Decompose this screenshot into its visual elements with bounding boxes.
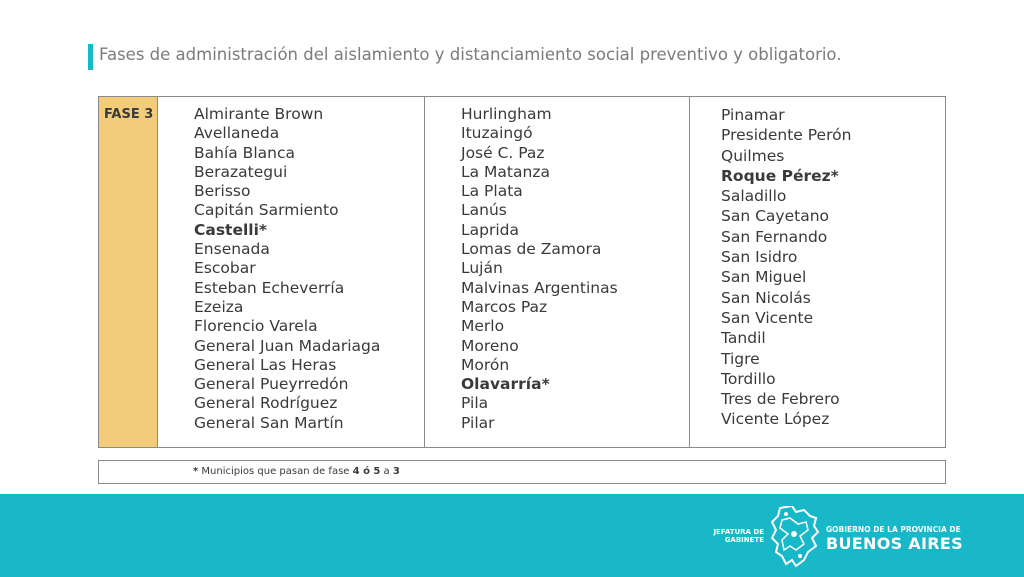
page-title: Fases de administración del aislamiento y distanciamiento social preventivo y obligatorio. (99, 45, 842, 64)
phase-cell (99, 97, 158, 447)
municipality-item: Saladillo (721, 187, 787, 206)
municipality-item: Marcos Paz (461, 297, 548, 316)
municipality-item: Vicente López (721, 410, 830, 429)
municipality-item: Esteban Echeverría (194, 278, 345, 297)
municipality-item: San Fernando (721, 227, 828, 246)
municipality-item: Berazategui (194, 162, 288, 181)
municipality-item: General Las Heras (194, 355, 337, 374)
municipality-item: Morón (461, 355, 510, 374)
municipality-item: Avellaneda (194, 124, 280, 143)
jefatura-label (712, 528, 764, 544)
municipality-item: Tordillo (721, 369, 776, 388)
municipality-item: San Cayetano (721, 207, 830, 226)
municipality-item: San Miguel (721, 268, 807, 287)
municipality-item: General Juan Madariaga (194, 336, 381, 355)
municipality-item: La Plata (461, 182, 523, 201)
footnote-to-phase: 3 (392, 466, 400, 477)
footer-band (0, 494, 1024, 577)
jefatura-line-2: GABINETE (724, 536, 764, 544)
municipality-item: Tigre (721, 349, 760, 368)
government-label: GOBIERNO DE LA PROVINCIA DE (826, 525, 961, 534)
municipality-item: Laprida (461, 220, 519, 239)
column-divider (689, 97, 690, 447)
municipality-item: Malvinas Argentinas (461, 278, 618, 297)
municipality-item: General San Martín (194, 413, 344, 432)
municipality-item: Moreno (461, 336, 519, 355)
municipality-item: Florencio Varela (194, 317, 318, 336)
municipalities-column-3 (721, 105, 851, 430)
footnote-asterisk: * (193, 466, 199, 477)
footnote (193, 466, 400, 477)
municipality-item: Luján (461, 259, 503, 278)
municipality-item: Ituzaingó (461, 124, 533, 143)
title-accent-bar (88, 44, 93, 70)
municipality-item: Tandil (721, 329, 766, 348)
footnote-connector: a (380, 466, 393, 477)
municipality-item: San Isidro (721, 248, 798, 267)
municipality-item: Lanús (461, 201, 507, 220)
municipalities-column-1 (194, 105, 380, 433)
municipalities-column-2 (461, 105, 618, 433)
footnote-box (98, 460, 946, 484)
municipality-item: José C. Paz (461, 143, 545, 162)
municipality-item: Bahía Blanca (194, 143, 295, 162)
municipality-item: Tres de Febrero (721, 390, 840, 409)
municipality-item: Lomas de Zamora (461, 240, 602, 259)
municipality-item: Roque Pérez* (721, 166, 839, 185)
province-map-icon (770, 506, 820, 568)
municipality-item: Hurlingham (461, 105, 552, 123)
municipality-item: Pila (461, 394, 489, 413)
buenos-aires-label: BUENOS AIRES (826, 534, 963, 553)
municipality-item: Presidente Perón (721, 126, 852, 145)
column-divider (424, 97, 425, 447)
municipality-item: La Matanza (461, 162, 550, 181)
municipality-item: Berisso (194, 182, 251, 201)
municipality-item: San Vicente (721, 308, 814, 327)
municipality-item: Escobar (194, 259, 256, 278)
municipality-item: Ezeiza (194, 297, 244, 316)
municipality-item: General Rodríguez (194, 394, 338, 413)
footnote-text: Municipios que pasan de fase (198, 466, 353, 477)
municipality-item: Merlo (461, 317, 505, 336)
municipalities-table (98, 96, 946, 448)
jefatura-line-1: JEFATURA DE (713, 528, 764, 536)
footnote-from-phase: 4 ó 5 (352, 466, 381, 477)
phase-label: FASE 3 (104, 107, 154, 122)
municipality-item: Castelli* (194, 220, 268, 239)
municipality-item: Pilar (461, 413, 495, 432)
municipality-item: Olavarría* (461, 375, 550, 394)
municipality-item: Pinamar (721, 106, 785, 124)
municipality-item: Quilmes (721, 146, 785, 165)
municipality-item: San Nicolás (721, 288, 811, 307)
municipality-item: Capitán Sarmiento (194, 201, 339, 220)
municipality-item: General Pueyrredón (194, 375, 349, 394)
municipality-item: Ensenada (194, 240, 270, 259)
municipality-item: Almirante Brown (194, 105, 324, 123)
